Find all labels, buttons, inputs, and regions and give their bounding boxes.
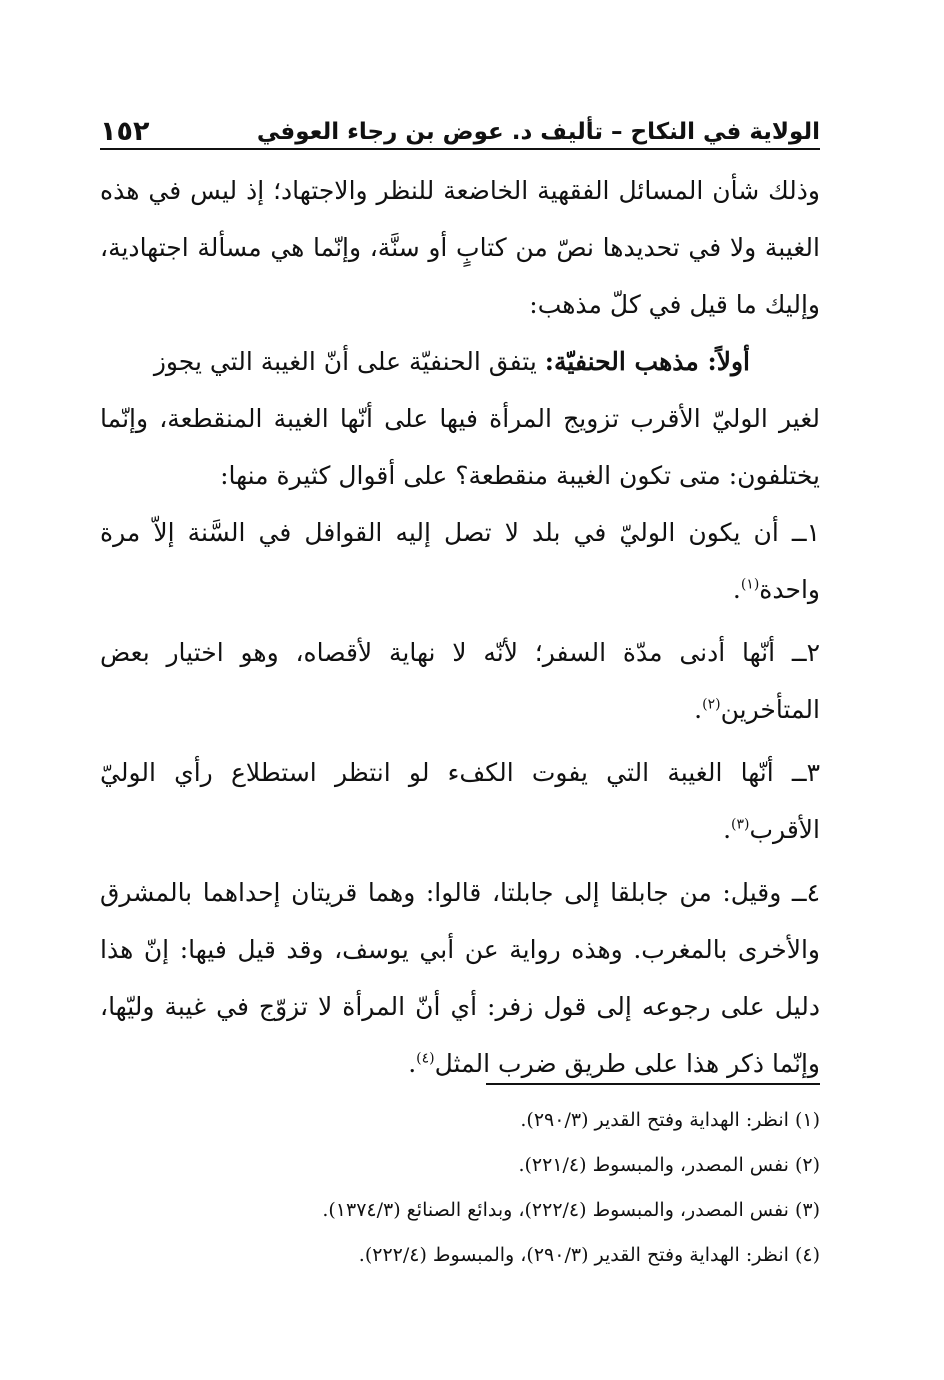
footnote: (٢) نفس المصدر، والمبسوط (٢٢١/٤). [518, 1154, 820, 1176]
section-continuation: لغير الوليّ الأقرب تزويج المرأة فيها على أنّها الغيبة المنقطعة، وإنّما يختلفون: متى تكون الغيبة منقطعة؟ على أقوال كثيرة منها: [100, 404, 820, 490]
main-text [100, 162, 820, 1092]
list-item-text: ٤ــ وقيل: من جابلقا إلى جابلتا، قالوا: وهما قريتان إحداهما بالمشرق والأخرى بالمغرب. وهذه رواية عن أبي يوسف، وقد قيل فيها: إنّ هذا دليل على رجوعه إلى قول زفر: أي أنّ المرأة لا تزوّج في غيبة وليّها، وإنّما ذكر هذا على طريق ضرب المثل [100, 878, 820, 1078]
footnote-ref: (٢) [702, 696, 721, 713]
section-lead-text: يتفق الحنفيّة على أنّ الغيبة التي يجوز [153, 347, 545, 376]
running-header [100, 100, 820, 150]
list-item-text: ٢ــ أنّها أدنى مدّة السفر؛ لأنّه لا نهاية لأقصاه، وهو اختيار بعض المتأخرين [100, 638, 820, 724]
section-heading: أولاً: مذهب الحنفيّة: [544, 347, 750, 376]
list-item [100, 864, 820, 1092]
footnote-ref: (٣) [731, 816, 750, 833]
footnote: (١) انظر: الهداية وفتح القدير (٢٩٠/٣). [520, 1109, 820, 1131]
section-intro-paragraph [100, 333, 820, 390]
list-item [100, 744, 820, 858]
book-page [100, 100, 820, 1092]
footnote-separator [486, 1083, 820, 1085]
footnote-ref: (١) [740, 576, 760, 593]
footnotes [100, 1098, 820, 1278]
list-item-end: . [408, 1049, 417, 1078]
page-number: ١٥٢ [100, 116, 150, 147]
list-item-end: . [732, 575, 741, 604]
list-item-text: ٣ــ أنّها الغيبة التي يفوت الكفء لو انتظر استطلاع رأي الوليّ الأقرب [100, 758, 820, 844]
intro-paragraph: وذلك شأن المسائل الفقهية الخاضعة للنظر والاجتهاد؛ إذ ليس في هذه الغيبة ولا في تحديدها نصّ من كتابٍ أو سنَّة، وإنّما هي مسألة اجتهادية، وإليك ما قيل في كلّ مذهب: [100, 176, 820, 319]
list-item-end: . [723, 815, 732, 844]
footnote-ref: (٤) [416, 1050, 435, 1067]
list-item-text: ١ــ أن يكون الوليّ في بلد لا تصل إليه القوافل في السَّنة إلاّ مرة واحدة [100, 518, 820, 604]
list-item [100, 504, 820, 618]
list-item [100, 624, 820, 738]
footnote: (٣) نفس المصدر، والمبسوط (٢٢٢/٤)، وبدائع الصنائع (١٣٧٤/٣). [322, 1199, 820, 1221]
footnote: (٤) انظر: الهداية وفتح القدير (٢٩٠/٣)، والمبسوط (٢٢٢/٤). [358, 1244, 820, 1266]
list-item-end: . [694, 695, 703, 724]
running-title: الولاية في النكاح – تأليف د. عوض بن رجاء العوفي [256, 119, 820, 145]
